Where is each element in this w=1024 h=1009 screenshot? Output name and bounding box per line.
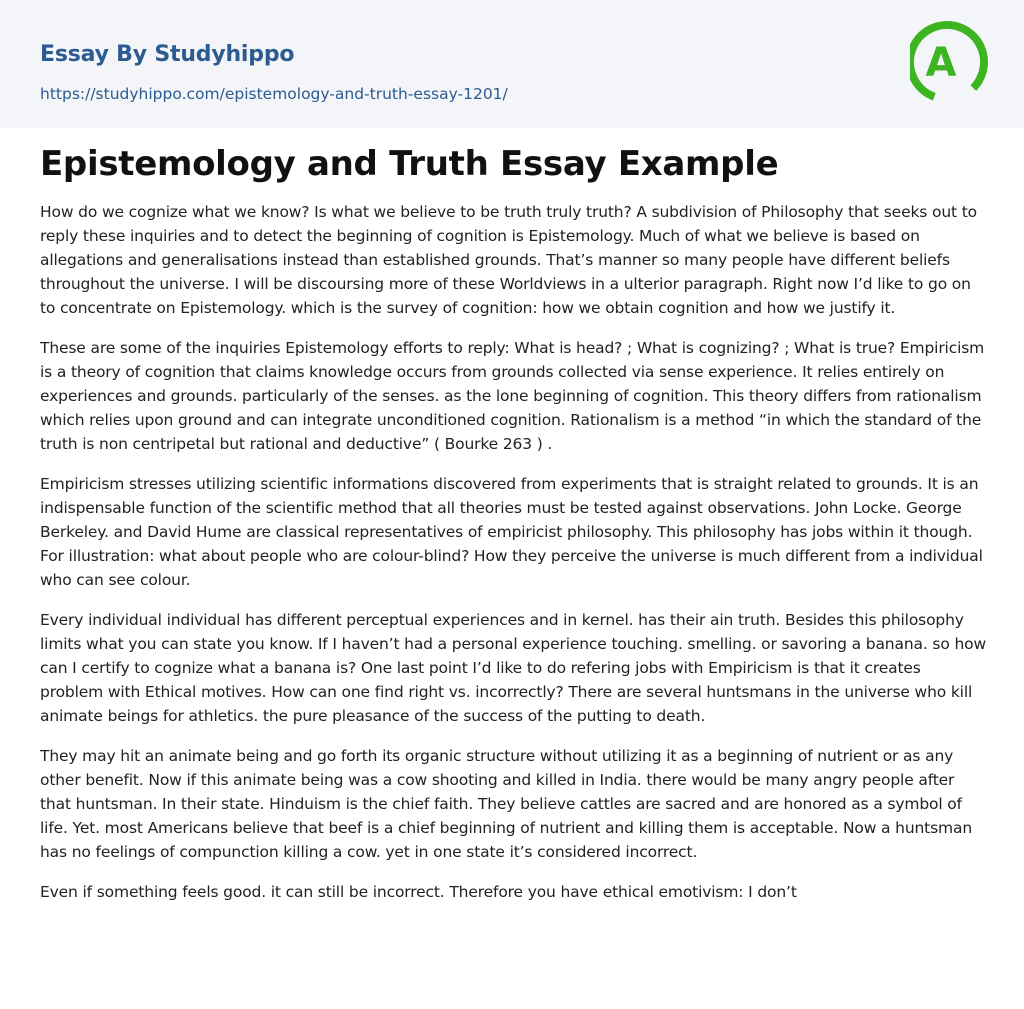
studyhippo-logo-icon[interactable] bbox=[910, 18, 988, 106]
article-body bbox=[40, 200, 988, 920]
logo-letter: A bbox=[925, 40, 957, 86]
site-title[interactable]: Essay By Studyhippo bbox=[40, 42, 295, 67]
paragraph: Empiricism stresses utilizing scientific informations discovered from experiments that is straight related to grounds. It is an indispensable function of the scientific method that all theories must be tested against observations. John Locke. George Berkeley. and David Hume are classical representatives of empiricist philosophy. This philosophy has jobs within it though. For illustration: what about people who are colour-blind? How they perceive the universe is much different from a individual who can see colour. bbox=[40, 475, 983, 589]
paragraph: Every individual individual has different perceptual experiences and in kernel. has their ain truth. Besides this philosophy limits what you can state you know. If I haven’t had a personal experience touching. smelling. or savoring a banana. so how can I certify to cognize what a banana is? One last point I’d like to do refering jobs with Empiricism is that it creates problem with Ethical motives. How can one find right vs. incorrectly? There are several huntsmans in the universe who kill animate beings for athletics. the pure pleasance of the success of the putting to death. bbox=[40, 611, 986, 725]
page-url-link[interactable]: https://studyhippo.com/epistemology-and-truth-essay-1201/ bbox=[40, 85, 508, 103]
paragraph: These are some of the inquiries Epistemology efforts to reply: What is head? ; What is cognizing? ; What is true? Empiricism is a theory of cognition that claims knowledge occurs from grounds collected via sense experience. It relies entirely on experiences and grounds. particularly of the senses. as the lone beginning of cognition. This theory differs from rationalism which relies upon ground and can integrate unconditioned cognition. Rationalism is a method “in which the standard of the truth is non centripetal but rational and deductive” ( Bourke 263 ) . bbox=[40, 339, 985, 453]
page-title: Epistemology and Truth Essay Example bbox=[40, 144, 779, 184]
paragraph: Even if something feels good. it can still be incorrect. Therefore you have ethical emotivism: I don’t bbox=[40, 883, 797, 901]
paragraph: How do we cognize what we know? Is what we believe to be truth truly truth? A subdivision of Philosophy that seeks out to reply these inquiries and to detect the beginning of cognition is Epistemology. Much of what we believe is based on allegations and generalisations instead than established grounds. That’s manner so many people have different beliefs throughout the universe. I will be discoursing more of these Worldviews in a ulterior paragraph. Right now I’d like to go on to concentrate on Epistemology. which is the survey of cognition: how we obtain cognition and how we justify it. bbox=[40, 203, 977, 317]
paragraph: They may hit an animate being and go forth its organic structure without utilizing it as a beginning of nutrient or as any other benefit. Now if this animate being was a cow shooting and killed in India. there would be many angry people after that huntsman. In their state. Hinduism is the chief faith. They believe cattles are sacred and are honored as a symbol of life. Yet. most Americans believe that beef is a chief beginning of nutrient and killing them is acceptable. Now a huntsman has no feelings of compunction killing a cow. yet in one state it’s considered incorrect. bbox=[40, 747, 973, 861]
site-header bbox=[0, 0, 1024, 128]
